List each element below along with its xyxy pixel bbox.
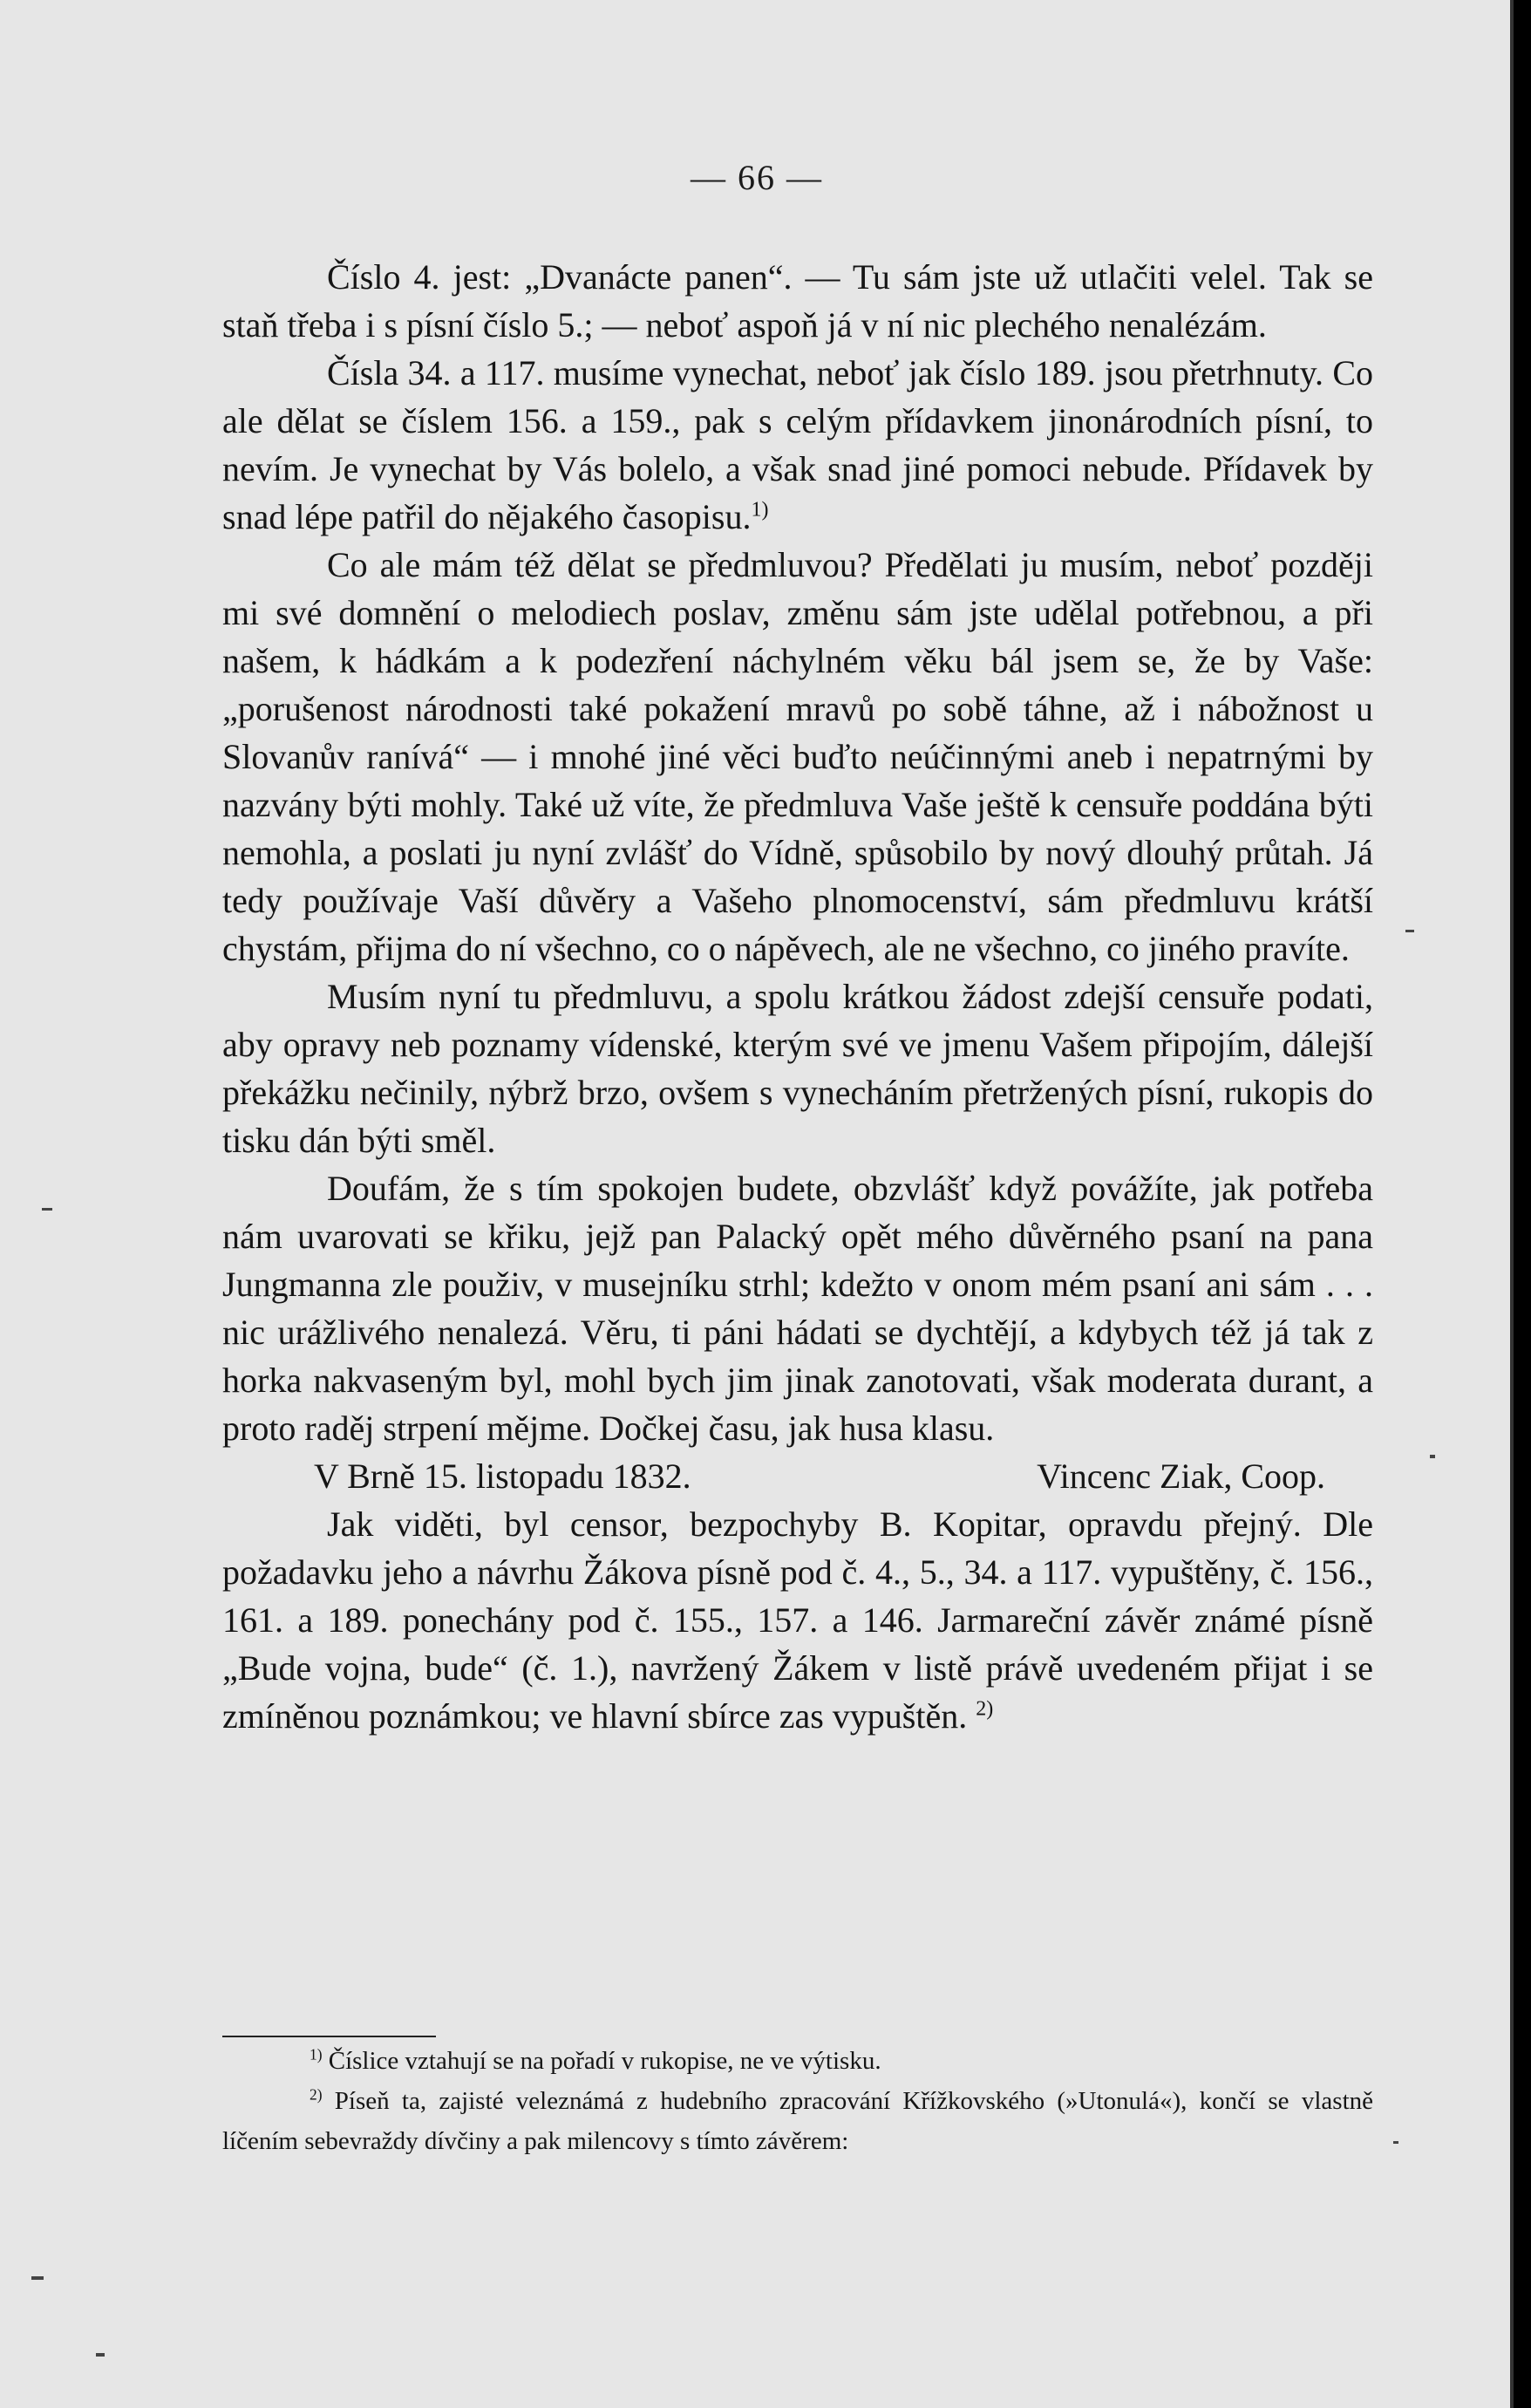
signature-place-date: V Brně 15. listopadu 1832. [314, 1456, 691, 1496]
scan-speck [42, 1208, 52, 1211]
footnote-rule [222, 2036, 436, 2037]
paragraph-2 [222, 349, 1373, 541]
signature-name: Vincenc Ziak, Coop. [1037, 1456, 1325, 1496]
letter-body [222, 253, 1373, 1740]
paragraph-5: Doufám, že s tím spokojen budete, obzvlášť když povážíte, jak potřeba nám uvarovati se křiku, jejž pan Palacký opět mého důvěrného psaní na pana Jungmanna zle použiv, v musejníku strhl; kdežto v onom mém psaní ani sám . . . nic urážlivého nenalezá. Věru, ti páni hádati se dychtějí, a kdybych též já tak z horka nakvaseným byl, mohl bych jim jinak zanotovati, však moderata durant, a proto raděj strpení mějme. Dočkej času, jak husa klasu. [222, 1169, 1373, 1448]
scan-speck [1430, 1455, 1435, 1458]
footnote-2-marker: 2) [310, 2085, 323, 2104]
footnote-ref-2: 2) [976, 1697, 994, 1721]
commentary-text: Jak viděti, byl censor, bezpochyby B. Kopitar, opravdu přejný. Dle požadavku jeho a návrhu Žákova písně pod č. 4., 5., 34. a 117. vypuštěny, č. 156., 161. a 189. ponechány pod č. 155., 157. a 146. Jarmareční závěr známé písně „Bude vojna, bude“ (č. 1.), navržený Žákem v listě právě uvedeném přijat i se zmíněnou poznámkou; ve hlavní sbírce zas vypuštěn. [222, 1504, 1373, 1736]
footnote-1-text: Číslice vztahují se na pořadí v rukopise, ne ve výtisku. [328, 2047, 881, 2075]
footnote-2-text: Píseň ta, zajisté veleznámá z hudebního zpracování Křížkovského (»Utonulá«), končí se vlastně líčením sebevraždy dívčiny a pak milencovy s tímto závěrem: [222, 2087, 1373, 2155]
footnote-1-marker: 1) [310, 2045, 323, 2064]
signature-line [222, 1452, 1373, 1500]
commentary-paragraph [222, 1500, 1373, 1740]
scan-speck [1405, 930, 1414, 932]
paragraph-4: Musím nyní tu předmluvu, a spolu krátkou žádost zdejší censuře podati, aby opravy neb poznamy vídenské, kterým své ve jmenu Vašem připojím, dálejší překážku nečinily, nýbrž brzo, ovšem s vynecháním přetržených písní, rukopis do tisku dán býti směl. [222, 977, 1373, 1160]
footnotes [222, 2041, 1373, 2161]
paragraph-1: Číslo 4. jest: „Dvanácte panen“. — Tu sám jste už utlačiti velel. Tak se staň třeba i s písní číslo 5.; — neboť aspoň já v ní nic plechého nenalézám. [222, 257, 1373, 344]
scan-speck [31, 2276, 44, 2280]
footnote-ref-1: 1) [751, 498, 769, 522]
paragraph-3: Co ale mám též dělat se předmluvou? Předělati ju musím, neboť později mi své domnění o melodiech poslav, změnu sám jste udělal potřebnou, a při našem, k hádkám a k podezření náchylném věku bál jsem se, že by Vaše: „porušenost národnosti také pokažení mravů po sobě táhne, až i nábožnost u Slovanův ranívá“ — i mnohé jiné věci buďto neúčinnými aneb i nepatrnými by nazvány býti mohly. Také už víte, že předmluva Vaše ještě k censuře poddána býti nemohla, a poslati ju nyní zvlášť do Vídně, spůsobilo by nový dlouhý průtah. Já tedy používaje Vaší důvěry a Vašeho plnomocenství, sám předmluvu krátší chystám, přijma do ní všechno, co o nápěvech, ale ne všechno, co jiného pravíte. [222, 545, 1373, 968]
page-number: — 66 — [691, 158, 823, 197]
paragraph-2-text: Čísla 34. a 117. musíme vynechat, neboť jak číslo 189. jsou přetrhnuty. Co ale dělat se číslem 156. a 159., pak s celým přídavkem jinonárodních písní, to nevím. Je vynechat by Vás bolelo, a však snad jiné pomoci nebude. Přídavek by snad lépe patřil do nějakého časopisu. [222, 353, 1373, 536]
scan-speck [1393, 2141, 1398, 2144]
footnote-1 [222, 2041, 1373, 2081]
footnote-2 [222, 2081, 1373, 2161]
scan-speck [96, 2353, 105, 2357]
